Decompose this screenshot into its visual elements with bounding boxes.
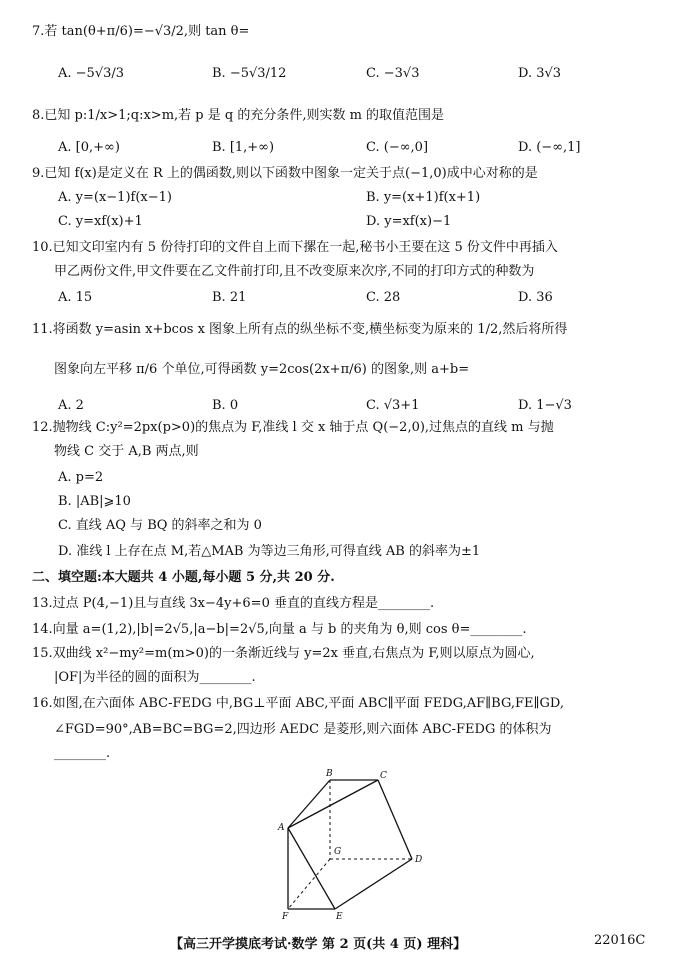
q11-option-a: A. 2: [58, 398, 84, 413]
q10-stem-line2: 甲乙两份文件,甲文件要在乙文件前打印,且不改变原来次序,不同的打印方式的种数为: [54, 264, 535, 279]
q9-option-a: A. y=(x−1)f(x−1): [58, 190, 172, 205]
q9-stem: 9.已知 f(x)是定义在 R 上的偶函数,则以下函数中图象一定关于点(−1,0)成中心对称的是: [32, 166, 538, 181]
q7-option-b: B. −5√3/12: [212, 66, 287, 81]
q11-option-d: D. 1−√3: [518, 398, 572, 413]
q14-stem: 14.向量 a=(1,2),|b|=2√5,|a−b|=2√5,向量 a 与 b 的夹角为 θ,则 cos θ=________.: [32, 622, 527, 637]
footer-code: 22016C: [594, 933, 646, 948]
label-b: B: [326, 769, 333, 779]
edge-ac: [288, 780, 378, 828]
q9-option-d: D. y=xf(x)−1: [366, 214, 452, 229]
label-e: E: [336, 912, 343, 922]
edge-gf-hidden: [288, 859, 330, 909]
q8-option-b: B. [1,+∞): [212, 140, 275, 155]
q12-option-c: C. 直线 AQ 与 BQ 的斜率之和为 0: [58, 518, 262, 533]
q16-stem-line1: 16.如图,在六面体 ABC-FEDG 中,BG⊥平面 ABC,平面 ABC∥平面 FEDG,AF∥BG,FE∥GD,: [32, 696, 565, 711]
q11-option-c: C. √3+1: [366, 398, 420, 413]
q8-option-d: D. (−∞,1]: [518, 140, 581, 155]
q10-option-d: D. 36: [518, 290, 553, 305]
q7-stem: 7.若 tan(θ+π/6)=−√3/2,则 tan θ=: [32, 24, 250, 39]
hexahedron-figure: [270, 766, 430, 922]
edge-ae: [288, 828, 335, 909]
label-a: A: [278, 823, 285, 833]
label-f: F: [282, 912, 289, 922]
q16-stem-line3: ________.: [54, 746, 111, 761]
q12-stem-line2: 物线 C 交于 A,B 两点,则: [54, 444, 199, 459]
q9-option-c: C. y=xf(x)+1: [58, 214, 143, 229]
q10-option-a: A. 15: [58, 290, 93, 305]
q12-option-b: B. |AB|⩾10: [58, 494, 131, 509]
edge-ab: [288, 780, 330, 828]
q11-stem-line1: 11.将函数 y=asin x+bcos x 图象上所有点的纵坐标不变,横坐标变为原来的 1/2,然后将所得: [32, 322, 568, 337]
q13-stem: 13.过点 P(4,−1)且与直线 3x−4y+6=0 垂直的直线方程是________.: [32, 596, 435, 611]
q10-option-c: C. 28: [366, 290, 401, 305]
q11-stem-line2: 图象向左平移 π/6 个单位,可得函数 y=2cos(2x+π/6) 的图象,则 a+b=: [54, 362, 470, 377]
q8-option-c: C. (−∞,0]: [366, 140, 429, 155]
footer-title: 【高三开学摸底考试·数学 第 2 页(共 4 页) 理科】: [170, 937, 467, 952]
q10-option-b: B. 21: [212, 290, 247, 305]
q15-stem-line1: 15.双曲线 x²−my²=m(m>0)的一条渐近线与 y=2x 垂直,右焦点为 F,则以原点为圆心,: [32, 646, 535, 661]
q12-option-d: D. 准线 l 上存在点 M,若△MAB 为等边三角形,可得直线 AB 的斜率为±1: [58, 544, 481, 559]
label-g: G: [334, 847, 342, 857]
q12-option-a: A. p=2: [58, 470, 104, 485]
q8-stem: 8.已知 p:1/x>1;q:x>m,若 p 是 q 的充分条件,则实数 m 的取值范围是: [32, 108, 445, 123]
q10-stem-line1: 10.已知文印室内有 5 份待打印的文件自上而下摞在一起,秘书小王要在这 5 份文件中再插入: [32, 240, 558, 255]
section-heading-fill-in: 二、填空题:本大题共 4 小题,每小题 5 分,共 20 分.: [32, 570, 335, 585]
q8-option-a: A. [0,+∞): [58, 140, 120, 155]
q7-option-a: A. −5√3/3: [58, 66, 125, 81]
q12-stem-line1: 12.抛物线 C:y²=2px(p>0)的焦点为 F,准线 l 交 x 轴于点 Q(−2,0),过焦点的直线 m 与抛: [32, 420, 554, 435]
q11-option-b: B. 0: [212, 398, 239, 413]
q16-stem-line2: ∠FGD=90°,AB=BC=BG=2,四边形 AEDC 是菱形,则六面体 ABC-FEDG 的体积为: [54, 722, 552, 737]
q15-stem-line2: |OF|为半径的圆的面积为________.: [54, 670, 256, 685]
q7-option-c: C. −3√3: [366, 66, 420, 81]
edge-ed: [335, 859, 412, 909]
label-c: C: [380, 771, 387, 781]
q9-option-b: B. y=(x+1)f(x+1): [366, 190, 481, 205]
label-d: D: [415, 855, 423, 865]
edge-cd: [378, 780, 412, 859]
q7-option-d: D. 3√3: [518, 66, 562, 81]
